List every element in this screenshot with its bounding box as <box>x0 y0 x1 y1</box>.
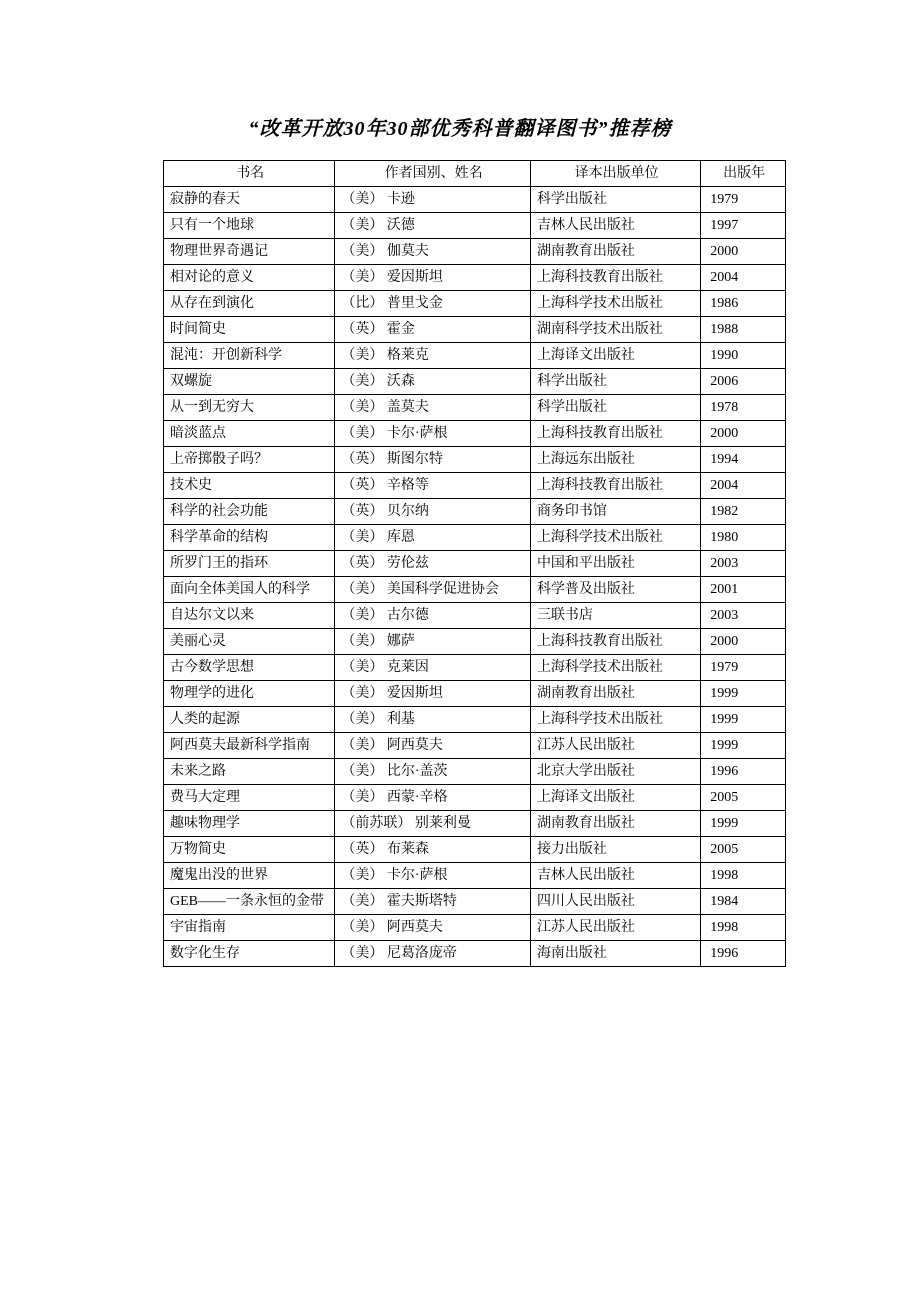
table-row <box>164 343 786 369</box>
cell-book-title: 面向全体美国人的科学 <box>164 577 335 603</box>
table-row <box>164 317 786 343</box>
cell-author: （美） 西蒙·辛格 <box>335 785 531 811</box>
table-row <box>164 473 786 499</box>
cell-author: （美） 阿西莫夫 <box>335 915 531 941</box>
cell-book-title: 宇宙指南 <box>164 915 335 941</box>
cell-year: 1994 <box>701 447 786 473</box>
cell-year: 1998 <box>701 863 786 889</box>
cell-author: （美） 比尔·盖茨 <box>335 759 531 785</box>
table-row <box>164 447 786 473</box>
cell-author: （美） 格莱克 <box>335 343 531 369</box>
cell-author: （美） 库恩 <box>335 525 531 551</box>
cell-book-title: 趣味物理学 <box>164 811 335 837</box>
cell-book-title: 相对论的意义 <box>164 265 335 291</box>
cell-author: （美） 沃森 <box>335 369 531 395</box>
cell-author: （英） 贝尔纳 <box>335 499 531 525</box>
cell-book-title: 科学革命的结构 <box>164 525 335 551</box>
cell-author: （前苏联） 别莱利曼 <box>335 811 531 837</box>
cell-book-title: 万物简史 <box>164 837 335 863</box>
table-body <box>164 187 786 967</box>
header-book-title: 书名 <box>164 161 335 187</box>
cell-publisher: 科学出版社 <box>530 395 700 421</box>
cell-book-title: 未来之路 <box>164 759 335 785</box>
cell-author: （比） 普里戈金 <box>335 291 531 317</box>
cell-year: 1999 <box>701 811 786 837</box>
cell-year: 2004 <box>701 473 786 499</box>
cell-book-title: 物理世界奇遇记 <box>164 239 335 265</box>
table-row <box>164 577 786 603</box>
cell-author: （英） 霍金 <box>335 317 531 343</box>
cell-author: （美） 阿西莫夫 <box>335 733 531 759</box>
cell-publisher: 江苏人民出版社 <box>530 733 700 759</box>
table-row <box>164 863 786 889</box>
cell-author: （英） 布莱森 <box>335 837 531 863</box>
cell-publisher: 商务印书馆 <box>530 499 700 525</box>
cell-author: （英） 斯图尔特 <box>335 447 531 473</box>
cell-publisher: 上海科技教育出版社 <box>530 421 700 447</box>
table-row <box>164 421 786 447</box>
cell-author: （美） 尼葛洛庞帝 <box>335 941 531 967</box>
cell-year: 2003 <box>701 551 786 577</box>
cell-publisher: 上海译文出版社 <box>530 343 700 369</box>
cell-author: （美） 伽莫夫 <box>335 239 531 265</box>
cell-publisher: 上海科技教育出版社 <box>530 629 700 655</box>
header-year: 出版年 <box>701 161 786 187</box>
cell-year: 1980 <box>701 525 786 551</box>
cell-book-title: GEB——一条永恒的金带 <box>164 889 335 915</box>
cell-author: （美） 卡尔·萨根 <box>335 863 531 889</box>
cell-book-title: 古今数学思想 <box>164 655 335 681</box>
cell-publisher: 三联书店 <box>530 603 700 629</box>
table-row <box>164 603 786 629</box>
cell-author: （美） 沃德 <box>335 213 531 239</box>
cell-year: 2005 <box>701 837 786 863</box>
cell-year: 2004 <box>701 265 786 291</box>
cell-year: 1998 <box>701 915 786 941</box>
cell-year: 1988 <box>701 317 786 343</box>
cell-book-title: 寂静的春天 <box>164 187 335 213</box>
table-row <box>164 291 786 317</box>
table-row <box>164 759 786 785</box>
cell-year: 2000 <box>701 629 786 655</box>
cell-year: 2001 <box>701 577 786 603</box>
cell-author: （英） 劳伦兹 <box>335 551 531 577</box>
cell-year: 1990 <box>701 343 786 369</box>
cell-publisher: 江苏人民出版社 <box>530 915 700 941</box>
cell-publisher: 科学出版社 <box>530 187 700 213</box>
table-header-row <box>164 161 786 187</box>
table-row <box>164 499 786 525</box>
cell-book-title: 魔鬼出没的世界 <box>164 863 335 889</box>
cell-publisher: 吉林人民出版社 <box>530 213 700 239</box>
table-row <box>164 707 786 733</box>
cell-publisher: 上海科学技术出版社 <box>530 525 700 551</box>
cell-book-title: 时间简史 <box>164 317 335 343</box>
table-row <box>164 525 786 551</box>
cell-publisher: 科学普及出版社 <box>530 577 700 603</box>
cell-year: 1999 <box>701 707 786 733</box>
cell-author: （美） 霍夫斯塔特 <box>335 889 531 915</box>
cell-book-title: 暗淡蓝点 <box>164 421 335 447</box>
cell-book-title: 双螺旋 <box>164 369 335 395</box>
cell-publisher: 湖南教育出版社 <box>530 681 700 707</box>
table-row <box>164 837 786 863</box>
cell-publisher: 四川人民出版社 <box>530 889 700 915</box>
page-title: “改革开放30年30部优秀科普翻译图书”推荐榜 <box>248 118 672 140</box>
cell-book-title: 所罗门王的指环 <box>164 551 335 577</box>
table-row <box>164 915 786 941</box>
cell-publisher: 吉林人民出版社 <box>530 863 700 889</box>
cell-year: 1996 <box>701 941 786 967</box>
cell-author: （美） 卡尔·萨根 <box>335 421 531 447</box>
cell-publisher: 湖南教育出版社 <box>530 811 700 837</box>
cell-year: 1997 <box>701 213 786 239</box>
cell-publisher: 上海科学技术出版社 <box>530 291 700 317</box>
cell-publisher: 湖南教育出版社 <box>530 239 700 265</box>
header-publisher: 译本出版单位 <box>530 161 700 187</box>
cell-year: 2003 <box>701 603 786 629</box>
cell-year: 1979 <box>701 187 786 213</box>
cell-year: 1999 <box>701 681 786 707</box>
cell-author: （美） 卡逊 <box>335 187 531 213</box>
table-row <box>164 187 786 213</box>
table-row <box>164 395 786 421</box>
table-row <box>164 941 786 967</box>
cell-book-title: 混沌：开创新科学 <box>164 343 335 369</box>
cell-author: （美） 爱因斯坦 <box>335 265 531 291</box>
table-header <box>164 161 786 187</box>
cell-publisher: 中国和平出版社 <box>530 551 700 577</box>
cell-book-title: 阿西莫夫最新科学指南 <box>164 733 335 759</box>
book-table <box>163 160 786 967</box>
cell-publisher: 上海译文出版社 <box>530 785 700 811</box>
cell-year: 2000 <box>701 239 786 265</box>
cell-year: 2005 <box>701 785 786 811</box>
header-author: 作者国别、姓名 <box>335 161 531 187</box>
table-row <box>164 239 786 265</box>
table-row <box>164 681 786 707</box>
cell-publisher: 接力出版社 <box>530 837 700 863</box>
cell-publisher: 海南出版社 <box>530 941 700 967</box>
table-row <box>164 265 786 291</box>
table-row <box>164 811 786 837</box>
cell-author: （美） 爱因斯坦 <box>335 681 531 707</box>
table-row <box>164 889 786 915</box>
cell-publisher: 上海科技教育出版社 <box>530 265 700 291</box>
cell-book-title: 科学的社会功能 <box>164 499 335 525</box>
cell-publisher: 科学出版社 <box>530 369 700 395</box>
cell-publisher: 上海远东出版社 <box>530 447 700 473</box>
cell-book-title: 自达尔文以来 <box>164 603 335 629</box>
table-row <box>164 785 786 811</box>
cell-book-title: 美丽心灵 <box>164 629 335 655</box>
table-row <box>164 733 786 759</box>
cell-author: （英） 辛格等 <box>335 473 531 499</box>
cell-year: 1978 <box>701 395 786 421</box>
cell-year: 1986 <box>701 291 786 317</box>
table-row <box>164 369 786 395</box>
cell-publisher: 上海科技教育出版社 <box>530 473 700 499</box>
cell-author: （美） 娜萨 <box>335 629 531 655</box>
table-row <box>164 655 786 681</box>
cell-year: 2000 <box>701 421 786 447</box>
cell-book-title: 只有一个地球 <box>164 213 335 239</box>
table-row <box>164 629 786 655</box>
table-row <box>164 213 786 239</box>
cell-publisher: 上海科学技术出版社 <box>530 655 700 681</box>
cell-author: （美） 古尔德 <box>335 603 531 629</box>
cell-year: 1999 <box>701 733 786 759</box>
cell-year: 1996 <box>701 759 786 785</box>
cell-book-title: 技术史 <box>164 473 335 499</box>
cell-author: （美） 利基 <box>335 707 531 733</box>
cell-author: （美） 盖莫夫 <box>335 395 531 421</box>
cell-year: 1982 <box>701 499 786 525</box>
cell-year: 1979 <box>701 655 786 681</box>
cell-book-title: 数字化生存 <box>164 941 335 967</box>
cell-author: （美） 美国科学促进协会 <box>335 577 531 603</box>
cell-publisher: 湖南科学技术出版社 <box>530 317 700 343</box>
cell-book-title: 费马大定理 <box>164 785 335 811</box>
table-row <box>164 551 786 577</box>
cell-year: 2006 <box>701 369 786 395</box>
cell-book-title: 物理学的进化 <box>164 681 335 707</box>
cell-book-title: 人类的起源 <box>164 707 335 733</box>
cell-book-title: 上帝掷骰子吗？ <box>164 447 335 473</box>
cell-book-title: 从存在到演化 <box>164 291 335 317</box>
cell-book-title: 从一到无穷大 <box>164 395 335 421</box>
cell-publisher: 上海科学技术出版社 <box>530 707 700 733</box>
cell-year: 1984 <box>701 889 786 915</box>
cell-publisher: 北京大学出版社 <box>530 759 700 785</box>
cell-author: （美） 克莱因 <box>335 655 531 681</box>
